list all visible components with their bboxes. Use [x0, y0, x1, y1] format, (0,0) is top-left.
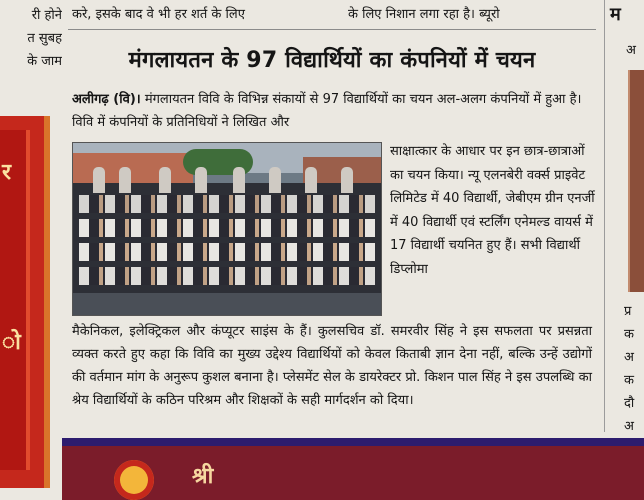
photo-row — [79, 219, 375, 237]
right-line: प्र — [624, 304, 632, 319]
right-headline: म — [610, 4, 621, 25]
article-column — [68, 0, 596, 500]
column-divider — [604, 0, 605, 432]
left-ad-text: ो — [2, 330, 21, 355]
right-column-clipped — [608, 0, 644, 500]
left-line: त सुबह — [27, 31, 62, 46]
photo-person — [233, 167, 245, 193]
photo-person — [341, 167, 353, 193]
lead-text: मंगलायतन विवि के विभिन्न संकायों से 97 विद्यार्थियों का चयन अल-अलग कंपनियों में हुआ है। विवि में कंपनियों के प्रतिनिधियों ने लिखित और — [72, 92, 582, 130]
article-headline: मंगलायतन के 97 विद्यार्थियों का कंपनियों में चयन — [128, 48, 536, 73]
bottom-ad-band — [62, 438, 644, 446]
prev-article-text-left: करे, इसके बाद वे भी हर शर्त के लिए — [72, 7, 245, 22]
photo-floor — [73, 293, 381, 315]
left-line: के जाम — [27, 54, 62, 69]
article-body: मैकेनिकल, इलेक्ट्रिकल और कंप्यूटर साइंस के हैं। कुलसचिव डॉ. समरवीर सिंह ने इस सफलता पर प्रसन्नता व्यक्त करते हुए कहा कि विवि का मुख्य उद्देश्य विद्यार्थियों को केवल किताबी ज्ञान देना नहीं, बल्कि उन्हें उद्योगों की वर्तमान मांग के अनुरूप कुशल बनाना है। प्लेसमेंट सेल के डायरेक्टर प्रो. किशन पाल सिंह ने इस उपलब्धि का श्रेय विद्यार्थियों के कठिन परिश्रम और शिक्षकों के सही मार्गदर्शन को दिया। — [72, 324, 592, 408]
right-photo — [628, 70, 644, 292]
left-ad-border — [44, 116, 50, 488]
bottom-ad-text: श्री — [192, 464, 214, 489]
right-text-block — [624, 300, 634, 438]
section-divider — [68, 29, 596, 30]
right-line: अ — [624, 350, 634, 365]
right-line: दौ — [624, 396, 635, 411]
photo-person — [269, 167, 281, 193]
photo-row — [79, 267, 375, 285]
right-line: क — [624, 373, 634, 388]
right-line: क — [624, 327, 634, 342]
article-body-beside-photo: साक्षात्कार के आधार पर इन छात्र-छात्राओं का चयन किया। न्यू एलनबेरी वर्क्स प्राइवेट लिमिटेड में 40 विद्यार्थी, जेबीएम ग्रीन एनर्जी में 40 विद्यार्थी एवं स्टर्लिंग एनेमल्ड वायर्स में 17 विद्यार्थी चयनित हुए हैं। सभी विद्यार्थी डिप्लोमा — [390, 144, 595, 277]
left-line: री होने — [31, 8, 62, 23]
right-line: अ — [624, 419, 634, 434]
left-column-text — [0, 4, 62, 73]
photo-person — [93, 167, 105, 193]
photo-row — [79, 195, 375, 213]
dateline: अलीगढ़ (वि)। — [72, 92, 141, 107]
photo-row — [79, 243, 375, 261]
photo-person — [195, 167, 207, 193]
article-lead-paragraph — [72, 88, 592, 134]
prev-article-text-right: के लिए निशान लगा रहा है। ब्यूरो — [348, 7, 500, 22]
photo-person — [119, 167, 131, 193]
photo-person — [305, 167, 317, 193]
left-advertisement — [0, 116, 44, 488]
deity-logo-icon — [114, 460, 154, 500]
left-ad-text: र — [2, 160, 11, 185]
group-photo — [72, 142, 382, 316]
right-text: अ — [626, 43, 636, 58]
photo-person — [159, 167, 171, 193]
bottom-advertisement — [62, 438, 644, 500]
left-column-clipped — [0, 0, 62, 500]
